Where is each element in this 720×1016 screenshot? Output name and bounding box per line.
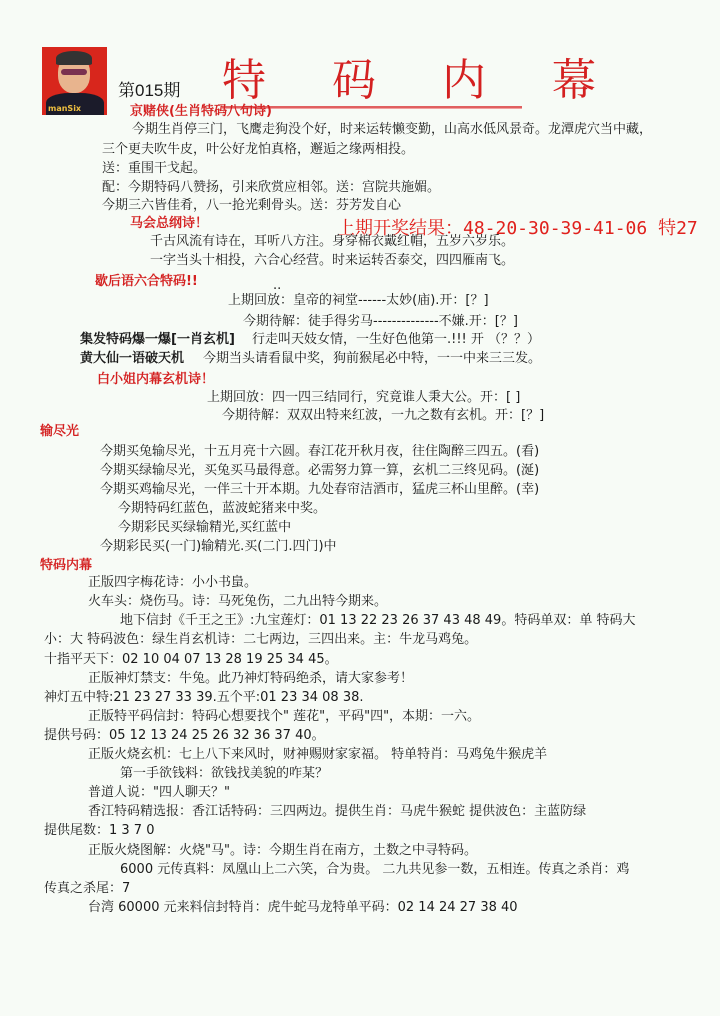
avatar-hair [56, 51, 92, 65]
avatar-photo [42, 47, 107, 115]
text-line: 十指平天下：02 10 04 07 13 28 19 25 34 45。 [44, 652, 338, 667]
text-line: 香江特码精选报：香江话特码：三四两边。提供生肖：马虎牛猴蛇 提供波色：主蓝防绿 [88, 804, 587, 819]
section-heading: 黄大仙一语破天机 [80, 351, 185, 366]
text-line: 三个更夫吹牛皮，叶公好龙怕真格，邂逅之缘两相投。 [102, 142, 415, 157]
page-title: 特 码 内 幕 [222, 55, 622, 106]
avatar-logo: manSix [48, 104, 82, 113]
text-line: 今期待解：双双出特来红波，一九之数有玄机。开：[？] [222, 408, 545, 423]
section-heading: 歇后语六合特码!! [95, 274, 198, 289]
text-line: 今期三六皆佳肴，八一抢光剩骨头。送：芬芳发自心 [102, 198, 402, 213]
text-line: 提供号码：05 12 13 24 25 26 32 36 37 40。 [44, 728, 325, 743]
section-heading: 输尽光 [40, 424, 80, 439]
text-line: 今期买兔输尽光，十五月亮十六圆。春江花开秋月夜，往住陶醉三四五。(看) [100, 444, 540, 459]
issue-number: 第015期 [118, 81, 181, 100]
text-line: 台湾 60000 元来料信封特肖：虎牛蛇马龙特单平码：02 14 24 27 38 40 [88, 900, 518, 915]
text-line: 千古风流有诗在，耳听八方注。身穿棉衣戴红帽，五岁六岁乐。 [150, 234, 515, 249]
text-line: 送：重围干戈起。 [102, 161, 207, 176]
text-line: 第一手欲钱料：欲钱找美貌的咋某？ [120, 766, 329, 781]
last-draw-result: 上期开奖结果：48-20-30-39-41-06 特27 [337, 218, 698, 239]
text-line: 今期买鸡输尽光，一伴三十开本期。九处春帘洁酒市，猛虎三杯山里醉。(幸) [100, 482, 540, 497]
text-line: 正版特平码信封：特码心想要找个" 莲花"，平码"四"，本期：一六。 [88, 709, 481, 724]
text-line: 上期回放：皇帝的祠堂------太妙(庙).开：[？] [228, 293, 489, 308]
avatar-glasses [61, 69, 87, 75]
text-line: 小：大 特码波色：绿生肖玄机诗：二七两边，三四出来。主：牛龙马鸡兔。 [44, 632, 478, 647]
text-line: 普道人说："四人聊天？" [88, 785, 230, 800]
text-line: 今期买绿输尽光，买兔买马最得意。必需努力算一算，玄机二三终见码。(涎) [100, 463, 540, 478]
text-line: 正版四字梅花诗：小小书蛗。 [88, 575, 258, 590]
text-line: 正版火烧玄机：七上八下来风时，财神赐财家家福。 特单特肖：马鸡兔牛猴虎羊 [88, 747, 548, 762]
text-line: 今期生肖停三门，飞鹰走狗没个好，时来运转懒变勤，山高水低风景奇。龙潭虎穴当中藏， [132, 122, 653, 137]
text-line: 传真之杀尾：7 [44, 881, 131, 896]
section-heading: 马会总纲诗！ [130, 216, 209, 231]
text-line: 行走叫天妓女情，一生好色他第一.!!! 开 （？？） [252, 332, 541, 347]
text-line: 提供尾数：1 3 7 0 [44, 823, 155, 838]
text-line: 一字当头十相投，六合心经营。时来运转否泰交，四四雁南飞。 [150, 253, 515, 268]
text-line: 今期彩民买(一门)输精光.买(二门.四门)中 [100, 539, 337, 554]
text-line: 地下信封《千王之王》:九宝莲灯：01 13 22 23 26 37 43 48 49。特码单双：单 特码大 [120, 613, 636, 628]
section-heading: 京赌侠(生肖特码八句诗) [130, 104, 272, 119]
text-line: 神灯五中特:21 23 27 33 39.五个平:01 23 34 08 38. [44, 690, 364, 705]
text-line: 配：今期特码八赞扬，引来欣赏应相邻。送：宫院共施媚。 [102, 180, 441, 195]
text-line: 火车头：烧伤马。诗：马死兔伤，二九出特今期来。 [88, 594, 388, 609]
text-line: .. [273, 278, 282, 293]
text-line: 上期回放：四一四三结同行，究竟谁人秉大公。开：[ ] [207, 390, 521, 405]
section-heading: 特码内幕 [40, 558, 93, 573]
text-line: 今期特码红蓝色，蓝波蛇猪来中奖。 [118, 501, 327, 516]
text-line: 今期彩民买绿输精光,买红蓝中 [118, 520, 292, 535]
text-line: 今期当头请看鼠中奖，狗前猴尾必中特，一一中来三三发。 [203, 351, 542, 366]
text-line: 今期待解：徒手得劣马--------------不嫌.开：[？] [243, 314, 518, 329]
section-heading: 白小姐内幕玄机诗！ [97, 372, 215, 387]
text-line: 6000 元传真料：凤凰山上二六笑，合为贵。 二九共见参一数，五相连。传真之杀肖：鸡 [120, 862, 630, 877]
text-line: 正版神灯禁支：牛兔。此乃神灯特码绝杀，请大家参考！ [88, 671, 414, 686]
section-heading: 集发特码爆一爆[一肖玄机] [80, 332, 235, 347]
text-line: 正版火烧图解：火烧"马"。诗：今期生肖在南方，土数之中寻特码。 [88, 843, 477, 858]
